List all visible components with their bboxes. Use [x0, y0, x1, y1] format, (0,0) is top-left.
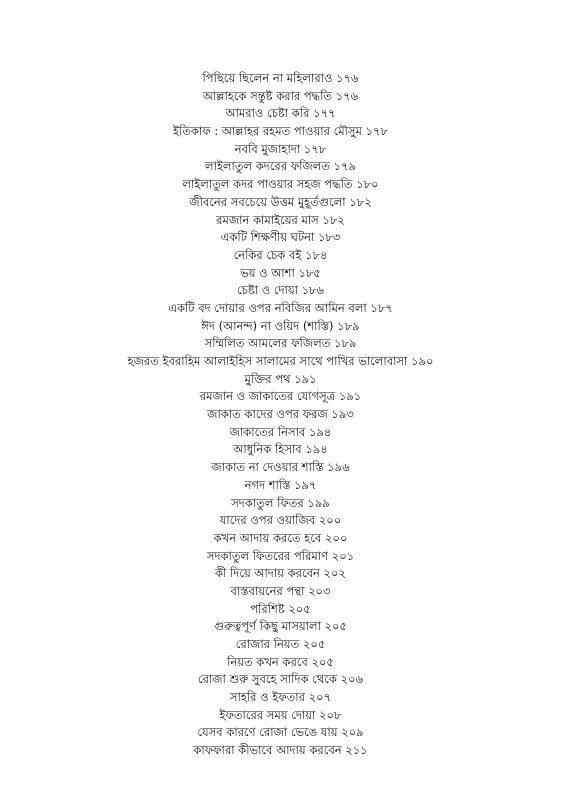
toc-entry: ইফতারের সময় দোয়া ২০৮ [219, 707, 342, 722]
toc-entry: গুরুত্বপূর্ণ কিছু মাসয়ালা ২০৫ [214, 619, 347, 634]
toc-entry: হজরত ইবরাহিম আলাইহিস সালামের সাথে পাখির ভালোবাসা ১৯০ [127, 354, 434, 368]
toc-entry: বাস্তবায়নের পন্থা ২০৩ [230, 583, 331, 598]
toc-entry: নগদ শাস্তি ১৯৭ [244, 477, 317, 492]
toc-entry: লাইলাতুল কদরের ফজিলত ১৭৯ [205, 159, 356, 174]
toc-entry: ঈদ (আনন্দ) না ওয়িদ (শাস্তি) ১৮৯ [201, 318, 360, 333]
toc-entry: জাকাত না দেওয়ার শাস্তি ১৯৬ [211, 460, 350, 475]
toc-entry: ভয় ও আশা ১৮৫ [240, 265, 321, 280]
toc-entry: জীবনের সবচেয়ে উত্তম মুহূর্তগুলো ১৮২ [189, 194, 372, 209]
toc-entry: কখন আদায় করতে হবে ২০০ [213, 530, 348, 545]
toc-entry: রোজা শুরু সুবহে সাদিক থেকে ২০৬ [197, 672, 364, 687]
toc-entry: রমজান ও জাকাতের যোগসূত্র ১৯১ [199, 389, 362, 404]
toc-entry: কাফফারা কীভাবে আদায় করবেন ২১১ [193, 743, 368, 758]
toc-entry: নববি মুজাহাদা ১৭৮ [234, 141, 327, 156]
toc-entry: একটি বদ দোয়ার ওপর নবিজির আমিন বলা ১৮৭ [168, 300, 393, 315]
toc-entry: যাদের ওপর ওয়াজিব ২০০ [219, 513, 342, 528]
toc-entry: কী দিয়ে আদায় করবেন ২০২ [215, 566, 346, 581]
toc-entry: জাকাতের নিসাব ১৯৪ [229, 424, 332, 439]
toc-entry: সদকাতুল ফিতর ১৯৯ [231, 495, 330, 510]
toc-entry: পরিশিষ্ট ২০৫ [250, 601, 311, 616]
toc-entry: জাকাত কাদের ওপর ফরজ ১৯৩ [207, 407, 354, 422]
toc-entry: চেষ্টা ও দোয়া ১৮৬ [236, 283, 325, 298]
toc-entry: নিয়ত কখন করবে ২০৫ [227, 654, 334, 669]
toc-entry: সদকাতুল ফিতরের পরিমাণ ২০১ [206, 548, 355, 563]
toc-entry: যেসব কারণে রোজা ভেঙে যায় ২০৯ [197, 725, 364, 740]
toc-entry: রোজার নিয়ত ২০৫ [235, 637, 326, 651]
toc-entry: রমজান কামাইয়ের মাস ১৮২ [216, 212, 345, 227]
toc-entry: আল্লাহকে সন্তুষ্ট করার পদ্ধতি ১৭৬ [202, 88, 359, 103]
toc-entry: একটি শিক্ষণীয় ঘটনা ১৮৩ [220, 230, 341, 245]
toc-entry: আমরাও চেষ্টা করি ১৭৭ [225, 106, 336, 121]
toc-entry: ইতিকাফ : আল্লাহর রহমত পাওয়ার মৌসুম ১৭৮ [173, 124, 388, 139]
toc-entry: লাইলাতুল কদর পাওয়ার সহজ পদ্ধতি ১৮০ [182, 177, 379, 192]
toc-entry: আধুনিক হিসাব ১৯৪ [233, 442, 328, 457]
table-of-contents [0, 70, 561, 760]
toc-entry: নেকির চেক বই ১৮৪ [233, 247, 328, 262]
toc-entry: সম্মিলিত আমলের ফজিলত ১৮৯ [204, 336, 357, 351]
toc-entry: পিছিয়ে ছিলেন না মহিলারাও ১৭৬ [202, 71, 359, 85]
toc-entry: সাহরি ও ইফতার ২০৭ [229, 690, 332, 705]
toc-entry: মুক্তির পথ ১৯১ [244, 371, 317, 386]
